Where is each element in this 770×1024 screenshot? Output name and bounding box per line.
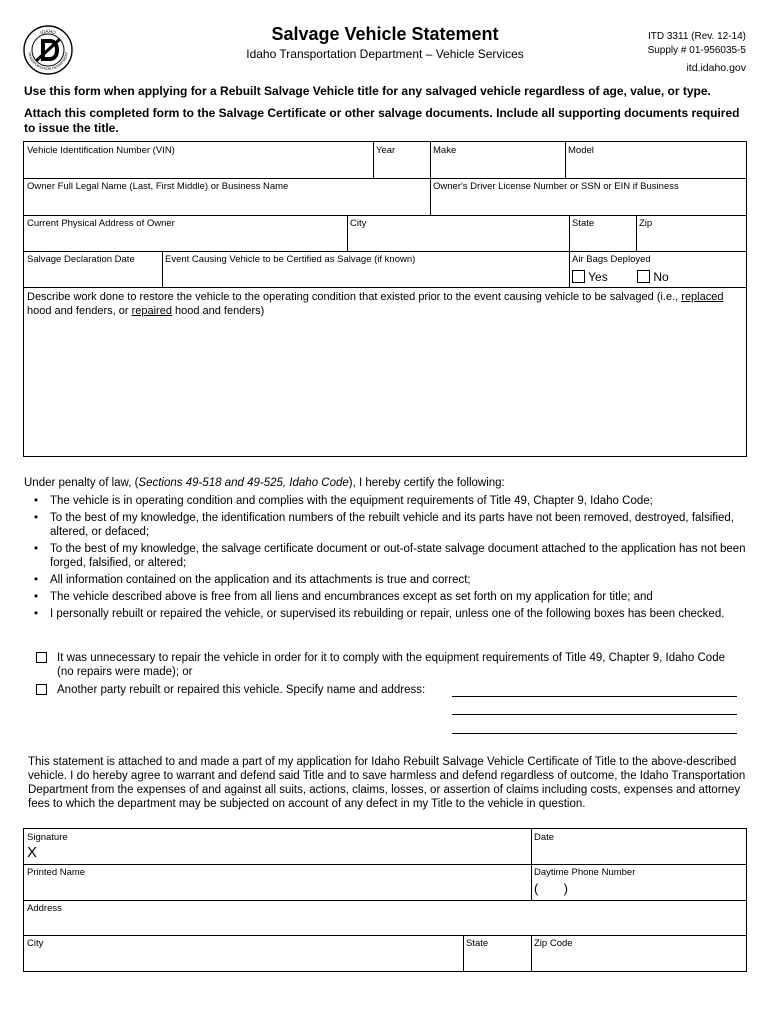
address-field[interactable]: [24, 900, 746, 935]
date-label: Date: [534, 832, 555, 843]
signature-label: Signature: [27, 832, 68, 843]
other-party-line-3[interactable]: [452, 733, 737, 734]
salvage-date-label: Salvage Declaration Date: [27, 254, 135, 265]
no-repair-label: It was unnecessary to repair the vehicle in order for it to comply with the equipment requirements of Title 49, Chapter 9, Idaho Code (no repairs were made); or: [57, 652, 725, 678]
owner-state-field[interactable]: [569, 215, 636, 251]
make-label: Make: [433, 145, 457, 156]
state-label: State: [466, 938, 489, 949]
work-description-label: Describe work done to restore the vehicle to the operating condition that existed prior to the event causing vehicle to be salvaged (i.e., replaced hood and fenders, or repaired hood and fenders): [27, 291, 724, 317]
model-label: Model: [568, 145, 594, 156]
date-field[interactable]: [531, 829, 746, 864]
airbags-no-checkbox[interactable]: [637, 270, 650, 283]
state-field[interactable]: [463, 935, 531, 971]
airbags-yes-label: Yes: [588, 270, 608, 284]
owner-name-field[interactable]: [24, 178, 430, 215]
airbags-label: Air Bags Deployed: [572, 254, 651, 265]
signature-mark: X: [27, 844, 38, 861]
work-description-field[interactable]: [24, 287, 746, 455]
owner-dl-field[interactable]: [430, 178, 746, 215]
website-link[interactable]: itd.idaho.gov: [686, 62, 746, 74]
zip-label: Zip Code: [534, 938, 573, 949]
city-label: City: [27, 938, 44, 949]
form-subtitle: Idaho Transportation Department – Vehicle Services: [246, 47, 524, 61]
signature-form: [23, 828, 747, 972]
zip-field[interactable]: [531, 935, 746, 971]
list-item: • To the best of my knowledge, the identification numbers of the rebuilt vehicle and its parts have not been removed, destroyed, falsified, altered, or defaced;: [34, 512, 735, 538]
certify-bullets: [24, 494, 749, 624]
owner-zip-field[interactable]: [636, 215, 746, 251]
owner-dl-label: Owner's Driver License Number or SSN or EIN if Business: [433, 181, 679, 192]
owner-state-label: State: [572, 218, 595, 229]
list-item: • The vehicle is in operating condition and complies with the equipment requirements of Title 49, Chapter 9, Idaho Code;: [34, 495, 653, 507]
salvage-event-field[interactable]: [162, 251, 569, 287]
form-number-block: [648, 30, 746, 58]
signature-field[interactable]: [24, 829, 531, 864]
owner-address-label: Current Physical Address of Owner: [27, 218, 175, 229]
list-item: • All information contained on the application and its attachments is true and correct;: [34, 574, 471, 586]
certify-intro: Under penalty of law, (Sections 49-518 and 49-525, Idaho Code), I hereby certify the following:: [24, 477, 505, 489]
vehicle-info-form: [23, 141, 747, 457]
phone-label: Daytime Phone Number: [534, 867, 636, 878]
city-field[interactable]: [24, 935, 463, 971]
airbags-no-label: No: [653, 270, 669, 284]
owner-zip-label: Zip: [639, 218, 653, 229]
owner-city-field[interactable]: [347, 215, 569, 251]
vin-label: Vehicle Identification Number (VIN): [27, 145, 175, 156]
supply-number: Supply # 01-956035-5: [647, 45, 746, 56]
phone-parens: ( ): [534, 881, 568, 896]
airbags-yes-checkbox[interactable]: [572, 270, 585, 283]
option-other-party: [36, 683, 456, 697]
form-number: ITD 3311 (Rev. 12-14): [647, 31, 746, 42]
airbags-field: [569, 251, 746, 287]
owner-name-label: Owner Full Legal Name (Last, First Middle) or Business Name: [27, 181, 289, 192]
intro-line-2: Attach this completed form to the Salvage Certificate or other salvage documents. Include all supporting documents required to issue the title.: [24, 106, 740, 135]
intro-line-1: Use this form when applying for a Rebuilt Salvage Vehicle title for any salvaged vehicle regardless of age, value, or type.: [24, 84, 711, 98]
year-field[interactable]: [373, 142, 430, 178]
other-party-line-1[interactable]: [452, 696, 737, 697]
model-field[interactable]: [565, 142, 746, 178]
address-label: Address: [27, 903, 62, 914]
make-field[interactable]: [430, 142, 565, 178]
vin-field[interactable]: [24, 142, 373, 178]
salvage-event-label: Event Causing Vehicle to be Certified as Salvage (if known): [165, 254, 416, 265]
other-party-checkbox[interactable]: [36, 684, 47, 695]
list-item: • The vehicle described above is free from all liens and encumbrances except as set forth on my application for title; and: [34, 591, 653, 603]
list-item: • To the best of my knowledge, the salvage certificate document or out-of-state salvage document attached to the application has not been forged, falsified, or altered;: [34, 543, 746, 569]
logo-text-bottom: TRANSPORTATION DEPARTMENT: [27, 51, 69, 72]
owner-address-field[interactable]: [24, 215, 347, 251]
other-party-label: Another party rebuilt or repaired this vehicle. Specify name and address:: [57, 684, 426, 696]
logo-text-top: IDAHO: [39, 28, 57, 36]
printed-name-label: Printed Name: [27, 867, 86, 878]
option-no-repair: [36, 651, 726, 679]
list-item: • I personally rebuilt or repaired the vehicle, or supervised its rebuilding or repair, unless one of the following boxes has been checked.: [34, 608, 725, 620]
year-label: Year: [376, 145, 396, 156]
phone-field[interactable]: [531, 864, 746, 900]
salvage-date-field[interactable]: [24, 251, 162, 287]
indemnity-statement: This statement is attached to and made a part of my application for Idaho Rebuilt Salvage Vehicle Certificate of Title to the above-described vehicle. I do hereby agree to warrant and defend said Title and to save harmless and defend regardless of outcome, the Idaho Transportation Department from the expenses of and against all suits, actions, claims, losses, or assertion of claims including costs, expenses and attorney fees to which the department may be subjected on account of any defect in my Title to the vehicle in question.: [28, 756, 746, 810]
owner-city-label: City: [350, 218, 367, 229]
form-title: Salvage Vehicle Statement: [271, 24, 499, 44]
other-party-line-2[interactable]: [452, 714, 737, 715]
printed-name-field[interactable]: [24, 864, 531, 900]
no-repair-checkbox[interactable]: [36, 652, 47, 663]
